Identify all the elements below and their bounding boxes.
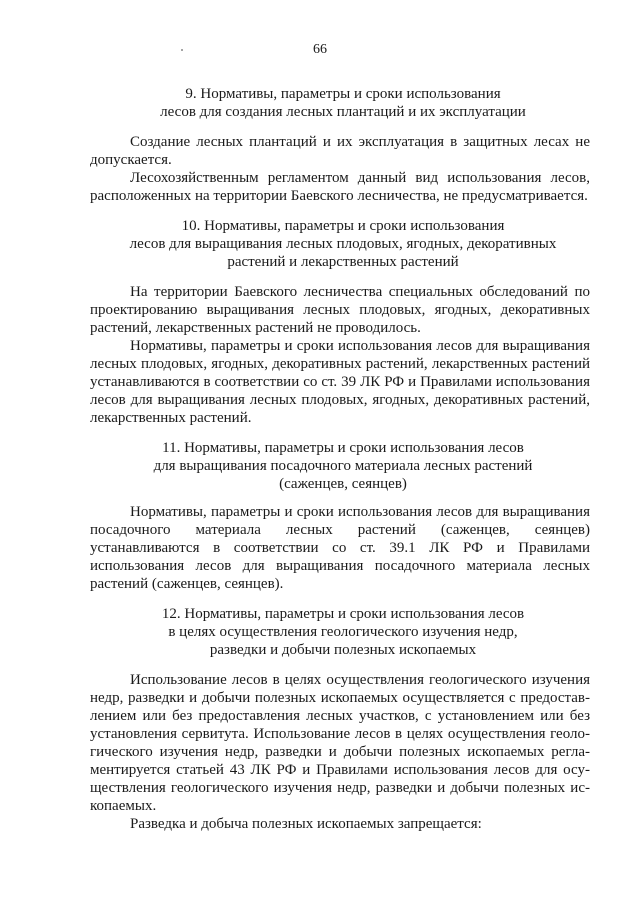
text-line: посадочного материала лесных растений (саженцев, сеянцев)	[90, 522, 590, 538]
heading-line: 9. Нормативы, параметры и сроки использования	[185, 86, 501, 102]
heading-line: 11. Нормативы, параметры и сроки использования лесов	[162, 440, 524, 456]
page-number: 66	[313, 42, 327, 57]
text-line: лекарственных растений.	[90, 410, 252, 426]
text-line: Использование лесов в целях осуществления геологического изучения	[130, 672, 590, 688]
section-9-paragraph-1	[90, 133, 590, 169]
text-line: проектированию выращивания лесных плодовых, ягодных, декоративных	[90, 302, 590, 318]
section-11-heading	[90, 439, 596, 493]
section-10-paragraph-2	[90, 337, 590, 427]
heading-line: для выращивания посадочного материала лесных растений	[153, 458, 533, 474]
section-12-heading	[90, 605, 596, 659]
text-line: копаемых.	[90, 798, 157, 814]
heading-line: разведки и добычи полезных ископаемых	[209, 642, 477, 658]
section-9-heading	[90, 85, 596, 121]
heading-line: лесов для выращивания лесных плодовых, ягодных, декоративных	[129, 236, 557, 252]
text-line: лесов для выращивания лесных плодовых, ягодных, декоративных растений,	[90, 392, 590, 408]
heading-line: в целях осуществления геологического изучения недр,	[168, 624, 518, 640]
text-line: устанавливаются в соответствии со ст. 39.1 ЛК РФ и Правилами	[90, 540, 590, 556]
heading-line: растений и лекарственных растений	[227, 254, 459, 270]
text-line: Лесохозяйственным регламентом данный вид использования лесов,	[130, 170, 590, 186]
text-line: Разведка и добыча полезных ископаемых запрещается:	[130, 816, 482, 832]
text-line: Нормативы, параметры и сроки использования лесов для выращивания	[130, 504, 590, 520]
text-line: недр, разведки и добычи полезных ископаемых осуществляется с предостав-	[90, 690, 590, 706]
section-12-paragraph-2	[90, 815, 590, 833]
text-line: растений, лекарственных растений не проводилось.	[90, 320, 421, 336]
heading-line: 12. Нормативы, параметры и сроки использования лесов	[161, 606, 525, 622]
section-9-paragraph-2	[90, 169, 590, 205]
text-line: использования лесов для выращивания посадочного материала лесных	[90, 558, 590, 574]
heading-line: лесов для создания лесных плантаций и их эксплуатации	[160, 104, 526, 120]
text-line: установления сервитута. Использование лесов в целях осуществления геоло-	[90, 726, 590, 742]
text-line: Создание лесных плантаций и их эксплуатация в защитных лесах не	[130, 134, 590, 150]
section-10-heading	[90, 217, 596, 271]
section-11-paragraph-1	[90, 503, 590, 593]
section-10-paragraph-1	[90, 283, 590, 337]
heading-line: 10. Нормативы, параметры и сроки использования	[181, 218, 505, 234]
section-12-paragraph-1	[90, 671, 590, 815]
text-line: устанавливаются в соответствии со ст. 39 ЛК РФ и Правилами использования	[90, 374, 590, 390]
text-line: растений (саженцев, сеянцев).	[90, 576, 284, 592]
text-line: гического изучения недр, разведки и добычи полезных ископаемых регла-	[90, 744, 590, 760]
text-line: лением или без предоставления лесных участков, с установлением или без	[90, 708, 590, 724]
text-line: На территории Баевского лесничества специальных обследований по	[130, 284, 590, 300]
text-line: лесных плодовых, ягодных, декоративных растений, лекарственных растений	[90, 356, 590, 372]
text-line: расположенных на территории Баевского лесничества, не предусматривается.	[90, 188, 588, 204]
heading-line: (саженцев, сеянцев)	[279, 476, 407, 492]
text-line: ментируется статьей 43 ЛК РФ и Правилами использования лесов для осу-	[90, 762, 590, 778]
text-line: ществления геологического изучения недр, разведки и добычи полезных ис-	[90, 780, 590, 796]
text-line: допускается.	[90, 152, 172, 168]
text-line: Нормативы, параметры и сроки использования лесов для выращивания	[130, 338, 590, 354]
scan-speck	[181, 49, 183, 51]
